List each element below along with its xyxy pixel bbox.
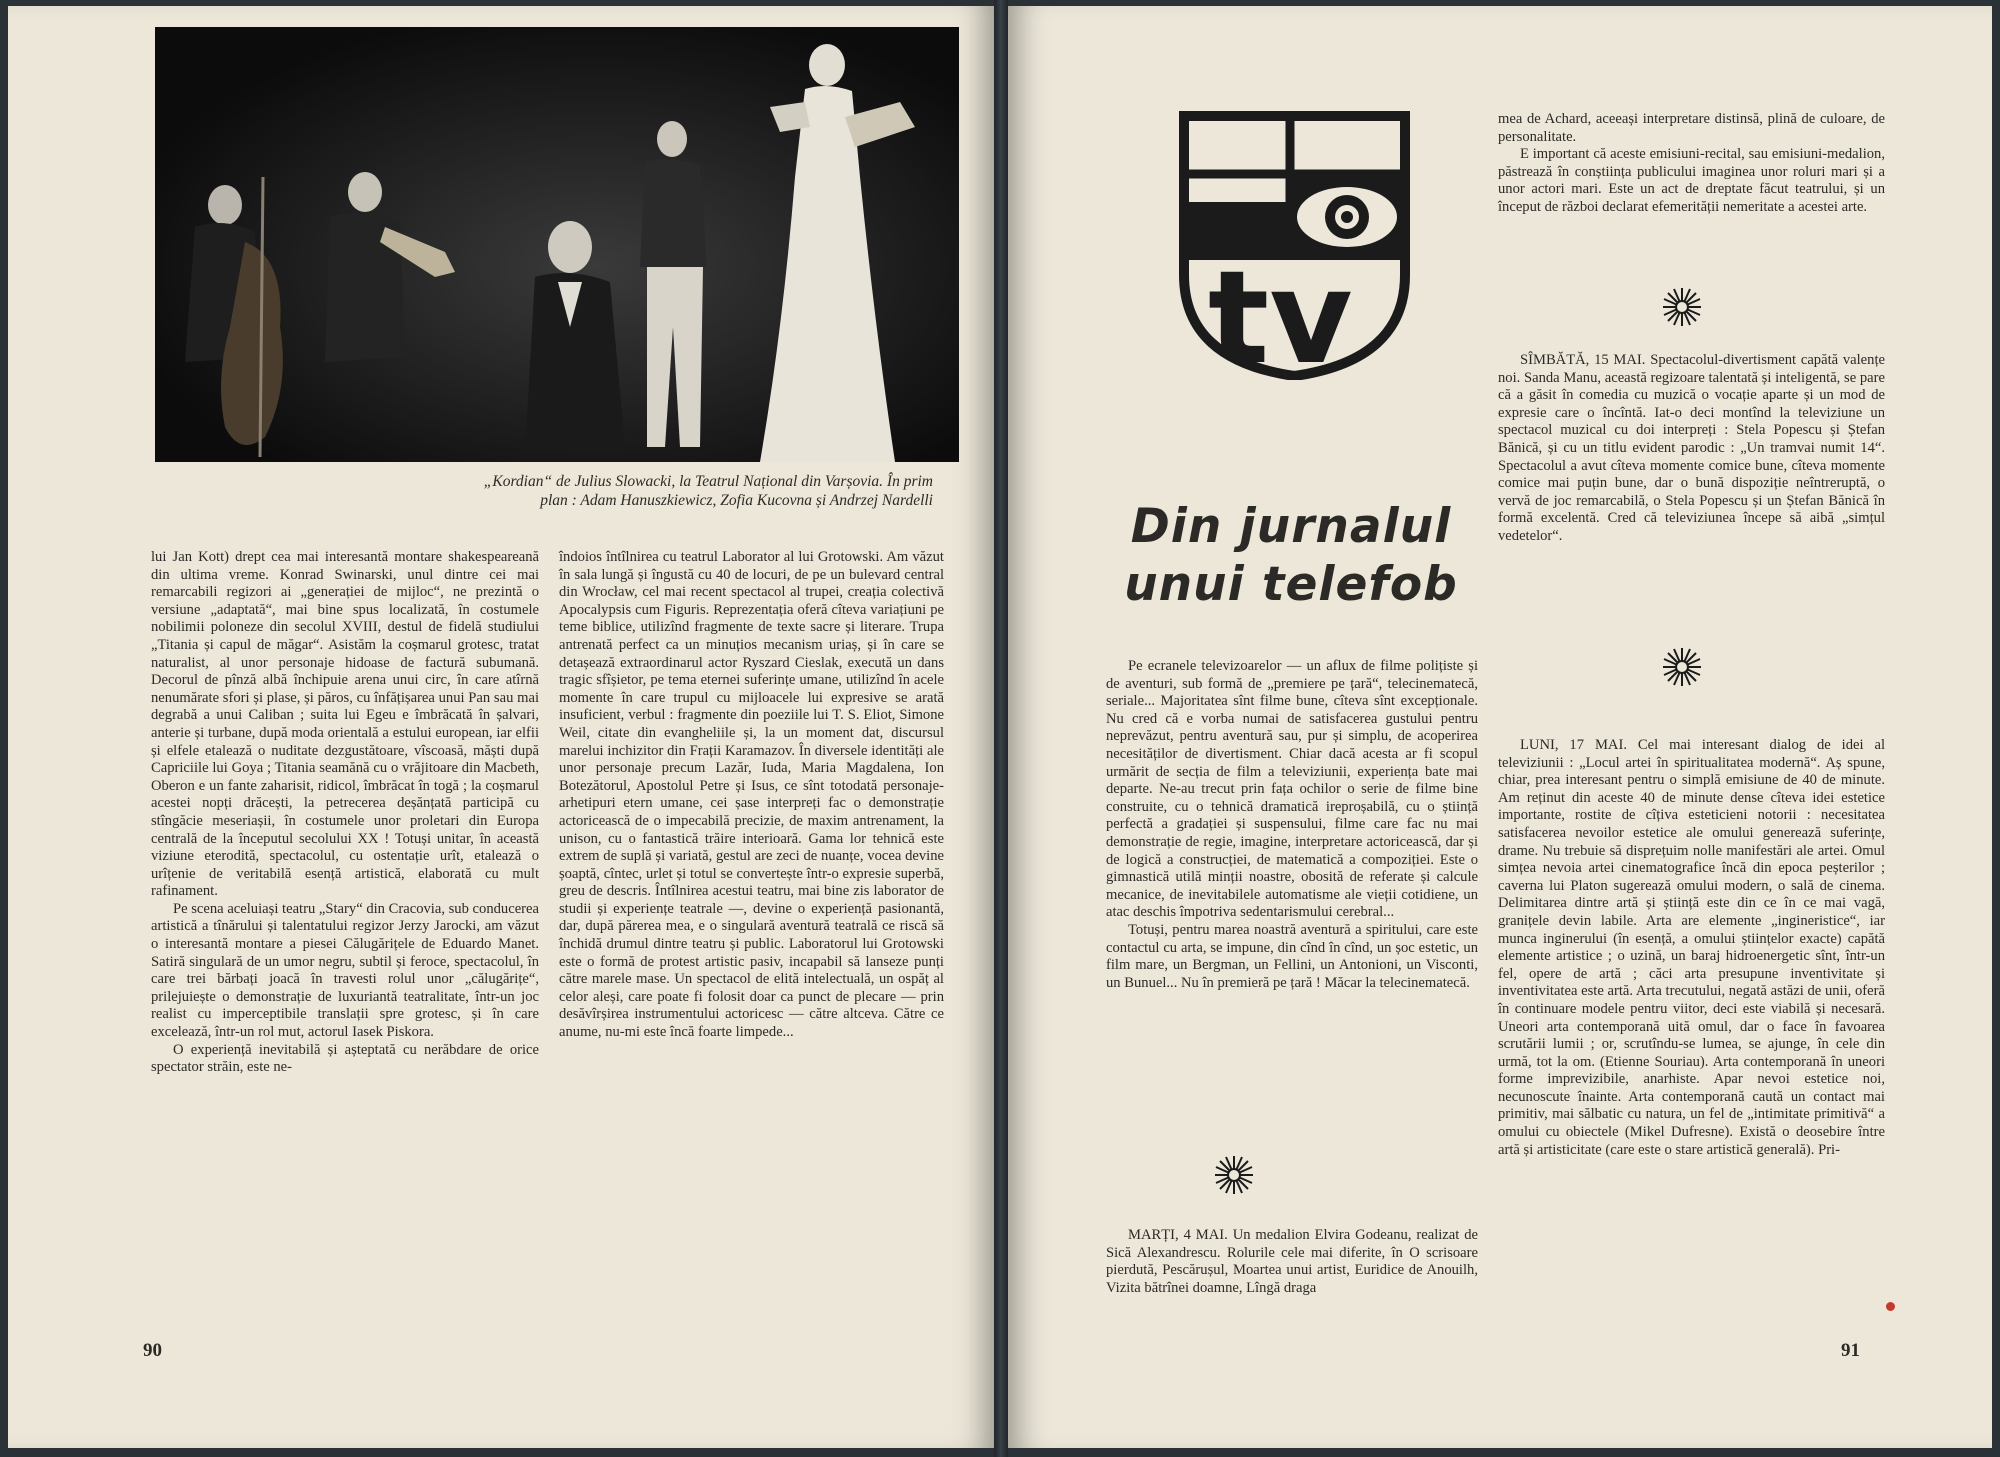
photo-caption	[158, 472, 933, 510]
theatre-photo	[155, 27, 959, 462]
ink-mark	[1886, 1302, 1895, 1311]
page-number-left: 90	[143, 1340, 162, 1361]
page-number-right: 91	[1841, 1340, 1860, 1361]
entry-text: Cel mai interesant dialog de idei al televiziunii : „Locul artei în spiritualitatea modernă“. Aș spune, chiar, prea interesant pentru o simplă emisiune de 40 de minute. Am reținut din aceste 40 de minute dense cîteva idei estetice importante, rostite de cîțiva esteticieni notorii : necesitatea satisfacerea nevoilor estetice ale omului generează suferințe, drame. Nu trebuie să disprețuim nolle manifestări ale artei. Omul simțea nevoia artei cinematografice încă din epoca peșterilor ; caverna lui Platon sugerează omului modern, o sală de cinema. Delimitarea dintre artă și știință este din ce în ce mai vagă, granițele devin labile. Arta are elemente „ingineristice“, iar munca inginerului (în esență, a omului științelor exacte) capătă elemente artistice ; o uzină, un baraj hidroenergetic sînt, într-un fel, opere de artă ; căci arta presupune inventivitate și inventivitatea este artă. Arta trecutului, negată astăzi de unii, oferă în continuare modele pentru viitor, deci este viabilă și necesară. Uneori arta contemporană uită omul, dar o face în favoarea scrutării lumii ; or, scrutîndu-se lumea, se ajunge, în cele din urmă, tot la om. (Etienne Souriau). Arta contemporană în uneori forme imprevizibile, anarhiste. Apar nevoi estetice noi, necunoscute înainte. Arta contemporană caută un contact mai primitiv, mai sălbatic cu natura, un fel de „intimitate primitivă“ a omului cu obiectele (Mikel Dufresne). Există o deosebire între artă și artisticitate (care este o stare artistică generală). Pri-	[1498, 737, 1885, 1158]
paragraph: Totuși, pentru marea noastră aventură a spiritului, care este contactul cu arta, se impune, din cînd în cînd, un șoc estetic, un film mare, un Bergman, un Fellini, un Antonioni, un Visconti, un Bunuel... Nu în premieră pe țară ! Măcar la telecinematecă.	[1106, 921, 1478, 991]
paragraph: Pe scena aceluiași teatru „Stary“ din Cracovia, sub conducerea artistică a tînărului și talentatului regizor Jerzy Jarocki, am văzut o interesantă montare a piesei Călugărițele de Eduardo Manet. Satiră singulară de un umor negru, subtil și feroce, spectacolul, în care trei bărbați joacă în travesti rolul unor „călugărițe“, prilejuiește o demonstrație de luxuriantă teatralitate, într-un joc realist cu imperceptibile translații spre grotesc, și în care excelează, într-un rol mut, actorul Iasek Piskora.	[151, 900, 539, 1041]
headline-line: unui telefob	[1124, 557, 1458, 612]
right-column-marti	[1106, 1227, 1478, 1297]
left-column-1	[151, 549, 539, 1077]
paragraph: E important că aceste emisiuni-recital, sau emisiuni-medalion, păstrează în conștiința publicului imaginea unor roluri mari și a unor actori mari. Este un act de dreptate făcut teatrului, și un început de război declarat efemerității nemeritate a acestei arte.	[1498, 146, 1885, 215]
right-column-intro	[1106, 658, 1478, 992]
paragraph	[1106, 1227, 1478, 1297]
caption-line: „Kordian“ de Julius Slowacki, la Teatrul Național din Varșovia. În prim	[483, 473, 933, 490]
entry-text: Un medalion Elvira Godeanu, realizat de Sică Alexandrescu. Rolurile cele mai diferite, în O scrisoare pierdută, Pescărușul, Moartea unui artist, Euridice de Anouilh, Vizita bătrînei doamne, Lîngă draga	[1106, 1227, 1478, 1296]
entry-text: Spectacolul-divertisment capătă valențe noi. Sanda Manu, această regizoare talentată și inteligentă, se pare că a găsit în comedia cu muzică o vocație aparte și un mod de expresie care o încîntă. Iat-o deci montînd la televiziune un spectacol muzical cu doi interpreți : Stela Popescu și Ștefan Bănică, și cu un titlu evident parodic : „Un tramvai numit 14“. Spectacolul a avut cîteva momente comice bune, cîteva momente comice mai puțin bune, dar o bună dispoziție neîntreruptă, o vervă de joc remarcabilă, o Stela Popescu și un Ștefan Bănică în formă excelentă. Cred că televiziunea începe să aibă „simțul vedetelor“.	[1498, 352, 1885, 544]
caption-line: plan : Adam Hanuszkiewicz, Zofia Kucovna și Andrzej Nardelli	[540, 492, 933, 509]
entry-date: MARȚI, 4 MAI.	[1128, 1227, 1228, 1243]
right-page	[1008, 6, 1992, 1448]
left-page	[8, 6, 994, 1448]
article-headline	[1104, 498, 1478, 614]
paragraph	[1498, 352, 1885, 546]
right-column-luni	[1498, 737, 1885, 1159]
paragraph	[1498, 737, 1885, 1159]
paragraph: îndoios întîlnirea cu teatrul Laborator al lui Grotowski. Am văzut în sala lungă și îngustă cu 40 de locuri, de pe un bulevard central din Wrocław, cel mai recent spectacol al trupei, creația colectivă Apocalypsis cum Figuris. Reprezentația oferă cîteva variațiuni pe teme biblice, utilizînd fragmente de texte sacre și literare. Trupa antrenată perfect ca un minuțios mecanism uriaș, și în care se detașează extraordinarul actor Ryszard Cieslak, execută un dans tragic sfîșietor, pe tema eternei suferințe umane, utilizînd în acele momente în care trupul cu mijloacele lui expresive se arată insuficient, verbul : fragmente din poeziile lui T. S. Eliot, Simone Weil, citate din evangheliile și, la un moment dat, discursul marelui inchizitor din Frații Karamazov. În diversele identități ale unor personaje precum Lazăr, Iuda, Maria Magdalena, Ion Botezătorul, Apostolul Petre și Isus, ce sînt totodată personaje-arhetipuri etern umane, cei șase interpreți fac o demonstrație actoricească de o impecabilă precizie, de maxim antrenament, la unison, cu o fantastică trăire interioară. Gama lor tehnică este extrem de suplă și variată, gestul are zeci de nuanțe, vocea devine șoaptă, cîntec, urlet și totul se convertește într-o expresie superbă, greu de descris. Întîlnirea acestui teatru, mai bine zis laborator de studii și experiențe teatrale —, devine o experiență pasionantă, dar, după părerea mea, e o singulară aventură teatrală ce riscă să închidă drumul dintre teatru și public. Laboratorul lui Grotowski este o formă de protest artistic pasiv, incapabil să lanseze punți către marele mase. Un spectacol de elită intelectuală, un ospăț al celor aleși, care poate fi folosit doar ca punct de plecare — prin desăvîrșirea instrumentului actoricesc — către altceva. Către ce anume, nu-mi este încă foarte limpede...	[559, 549, 944, 1041]
entry-date: LUNI, 17 MAI.	[1520, 737, 1627, 753]
tv-logo-letters: tv	[1208, 244, 1353, 380]
paragraph: lui Jan Kott) drept cea mai interesantă montare shakespeareană din ultima vreme. Konrad Swinarski, unul dintre cei mai remarcabili regizori ai „generației de mijloc“, ne prezintă o versiune „adaptată“, mai bine spus localizată, în costumele nobilimii poloneze din secolul XVIII, destul de fidelă studiului „Titania și capul de măgar“. Asistăm la coșmarul grotesc, tratat naturalist, al unor personaje hidoase de factură subumană. Decorul de pînză albă închipuie arena unui circ, în care atîrnă nenumărate sfori și plase, și păros, cu înfățișarea unui Pan sau mai degrabă a unui Caliban ; suita lui Egeu e îmbrăcată în șalvari, anterie și turbane, după moda orientală a estului european, iar elfii și elfele etalează o nuditate dezgustătoare, vîscoasă, măști după Capriciile lui Goya ; Titania seamănă cu o vrăjitoare din Macbeth, Oberon e un fante zaharisit, ridicol, îmbrăcat în togă ; la coșmarul acestei nopți drăcești, la petrecerea deșănțată participă cu stîngăcie meseriașii, în costumele unor proletari din Europa centrală de la începutul secolului XX ! Totuși unitar, în această viziune eterodită, spectacolul, cu ostentație urît, etalează o urîțenie de veritabilă esență artistică, elaborată cu mult rafinament.	[151, 549, 539, 900]
sunburst-ornament-icon	[1662, 647, 1702, 687]
tv-logo-icon	[1178, 110, 1411, 380]
sunburst-ornament-icon	[1662, 287, 1702, 327]
entry-date: SÎMBĂTĂ, 15 MAI.	[1520, 352, 1646, 368]
paragraph: O experiență inevitabilă și așteptată cu nerăbdare de orice spectator străin, este ne-	[151, 1041, 539, 1076]
sunburst-ornament-icon	[1214, 1155, 1254, 1195]
right-column-simbata	[1498, 352, 1885, 546]
paragraph: Pe ecranele televizoarelor — un aflux de filme polițiste și de aventuri, sub formă de „premiere pe țară“, telecinematecă, seriale... Majoritatea sînt filme bune, cîteva sînt excepționale. Nu cred că e vorba numai de satisfacerea gustului pentru neprevăzut, pentru aventură sau, pur și simplu, de acoperirea necesităților de divertisment. Chiar dacă acesta ar fi scopul urmărit de secția de film a televiziunii, experiența bate mai departe. Ne-au trecut prin fața ochilor o serie de filme bine construite, cu o tehnică dramatică ireproșabilă, cu o știință perfectă a gradației și suspensului, filme care fac nu mai demonstrație de regie, imagine, interpretare actoricească, dar și de logică a construcției, de matematică a compoziției. Este o gimnastică utilă minții noastre, obosită de referate și calcule mecanice, de inevitabilele automatisme ale vieții cotidiene, un atac deschis împotriva sedentarismului cerebral...	[1106, 658, 1478, 921]
right-column-top	[1498, 111, 1885, 217]
book-gutter	[994, 0, 1008, 1457]
headline-line: Din jurnalul	[1130, 499, 1452, 554]
paragraph: mea de Achard, aceeași interpretare distinsă, plină de culoare, de personalitate.	[1498, 111, 1885, 145]
left-column-2	[559, 549, 944, 1042]
